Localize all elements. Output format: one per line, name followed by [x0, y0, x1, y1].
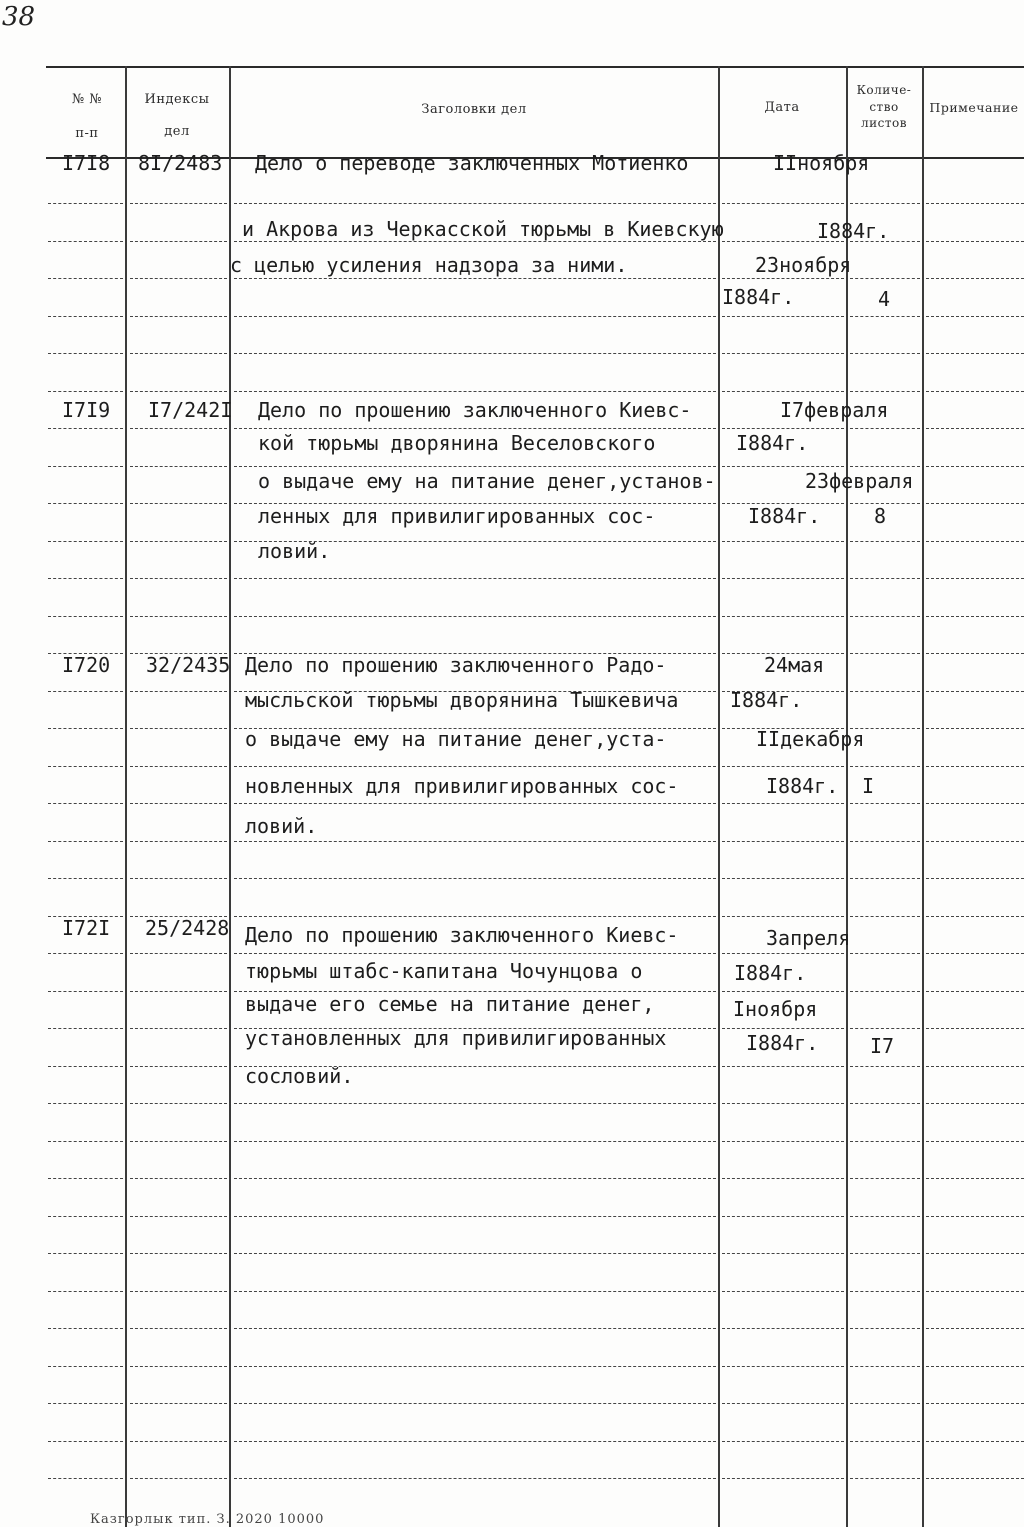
ruled-line [130, 278, 227, 279]
entry-title-line: тюрьмы штабс-капитана Чочунцова о [245, 959, 643, 983]
ruled-line [850, 1328, 920, 1329]
ruled-line [722, 466, 844, 467]
entry-sheets: 8 [874, 504, 887, 528]
ruled-line [234, 316, 716, 317]
header-sheets-sub2: листов [861, 116, 907, 130]
ruled-line [926, 953, 1024, 954]
ruled-line [234, 466, 716, 467]
ruled-line [926, 278, 1024, 279]
entry-title-line: Дело по прошению заключенного Радо- [245, 653, 667, 677]
ruled-line [234, 916, 716, 917]
ruled-line [130, 578, 227, 579]
ruled-line [48, 691, 123, 692]
ruled-line [48, 466, 123, 467]
ruled-line [850, 766, 920, 767]
ruled-line [926, 203, 1024, 204]
ruled-line [850, 803, 920, 804]
ruled-line [130, 466, 227, 467]
ruled-line [48, 1178, 123, 1179]
entry-number: I7I9 [62, 398, 111, 422]
ruled-line [722, 541, 844, 542]
ruled-line [850, 1141, 920, 1142]
ruled-line [130, 391, 227, 392]
ruled-line [850, 953, 920, 954]
ruled-line [48, 203, 123, 204]
entry-title-line: ловий. [245, 814, 318, 838]
ruled-line [926, 653, 1024, 654]
ruled-line [48, 616, 123, 617]
entry-title-line: о выдаче ему на питание денег,установ- [258, 469, 716, 493]
ruled-line [850, 353, 920, 354]
ruled-line [234, 1253, 716, 1254]
ruled-line [926, 391, 1024, 392]
ruled-line [234, 616, 716, 617]
ruled-line [722, 1066, 844, 1067]
ruled-line [48, 1328, 123, 1329]
entry-date-line: 3апреля [766, 926, 851, 950]
ruled-line [850, 1478, 920, 1479]
ruled-line [722, 1403, 844, 1404]
ruled-line [850, 466, 920, 467]
ruled-line [850, 653, 920, 654]
ruled-line [48, 353, 123, 354]
entry-sheets: I7 [870, 1034, 895, 1058]
ruled-line [850, 1178, 920, 1179]
ruled-line [722, 803, 844, 804]
ruled-line [130, 1066, 227, 1067]
ruled-line [926, 1366, 1024, 1367]
entry-title-line: Дело по прошению заключенного Киевс- [245, 923, 679, 947]
ruled-line [926, 1328, 1024, 1329]
ruled-line [850, 1403, 920, 1404]
ruled-line [926, 353, 1024, 354]
entry-date-line: I884г. [722, 285, 795, 309]
ruled-line [48, 766, 123, 767]
ruled-line [130, 766, 227, 767]
ruled-line [130, 1103, 227, 1104]
ruled-line [48, 841, 123, 842]
ruled-line [926, 1216, 1024, 1217]
entry-title-line: выдаче его семье на питание денег, [245, 992, 655, 1016]
ruled-line [48, 1028, 123, 1029]
ruled-line [850, 1216, 920, 1217]
ruled-line [722, 1366, 844, 1367]
ruled-line [48, 1066, 123, 1067]
ruled-line [48, 728, 123, 729]
ruled-line [130, 1366, 227, 1367]
ruled-line [926, 1403, 1024, 1404]
ruled-line [850, 1253, 920, 1254]
ruled-line [722, 391, 844, 392]
ruled-line [722, 316, 844, 317]
entry-index: 8I/2483 [138, 151, 223, 175]
ruled-line [234, 1328, 716, 1329]
column-divider [922, 66, 924, 1527]
ruled-line [130, 1478, 227, 1479]
column-divider [229, 66, 231, 1527]
column-divider [718, 66, 720, 1527]
ruled-line [48, 953, 123, 954]
ruled-line [850, 428, 920, 429]
ruled-line [850, 916, 920, 917]
ruled-line [130, 1291, 227, 1292]
ruled-line [926, 1141, 1024, 1142]
header-number: № № [71, 92, 103, 107]
ruled-line [926, 1291, 1024, 1292]
ruled-line [850, 1103, 920, 1104]
ruled-line [130, 1403, 227, 1404]
entry-title-line: установленных для привилигированных [245, 1026, 667, 1050]
ruled-line [926, 803, 1024, 804]
ruled-line [48, 1366, 123, 1367]
ruled-line [234, 353, 716, 354]
ruled-line [48, 428, 123, 429]
entry-number: I720 [62, 653, 111, 677]
ruled-line [926, 766, 1024, 767]
ruled-line [926, 1028, 1024, 1029]
ruled-line [130, 1216, 227, 1217]
ruled-line [850, 991, 920, 992]
ruled-line [850, 578, 920, 579]
entry-title-line: Дело по прошению заключенного Киевс- [258, 398, 692, 422]
ruled-line [48, 1403, 123, 1404]
ruled-line [722, 203, 844, 204]
ruled-line [722, 1028, 844, 1029]
ruled-line [926, 841, 1024, 842]
ruled-line [234, 391, 716, 392]
entry-date-line: I7февраля [780, 398, 889, 422]
ruled-line [234, 241, 716, 242]
entry-title-line: новленных для привилигированных сос- [245, 774, 679, 798]
page-number: 38 [2, 2, 36, 32]
ruled-line [722, 1328, 844, 1329]
ruled-line [48, 391, 123, 392]
ruled-line [234, 766, 716, 767]
entry-title-line: мысльской тюрьмы дворянина Тышкевича [245, 688, 679, 712]
ruled-line [722, 766, 844, 767]
ruled-line [850, 691, 920, 692]
ruled-line [926, 1066, 1024, 1067]
entry-date-line: I884г. [734, 961, 807, 985]
ruled-line [722, 1291, 844, 1292]
entry-date-line: 23февраля [805, 469, 914, 493]
entry-title-line: с целью усиления надзора за ними. [230, 253, 628, 277]
ruled-line [926, 1178, 1024, 1179]
ruled-line [926, 728, 1024, 729]
ruled-line [48, 241, 123, 242]
ruled-line [926, 916, 1024, 917]
ruled-line [722, 353, 844, 354]
printer-imprint: Казгорлык тип. З. 2020 10000 [90, 1512, 325, 1527]
ruled-line [850, 1066, 920, 1067]
ruled-line [850, 541, 920, 542]
ruled-line [48, 1103, 123, 1104]
entry-title-line: ленных для привилигированных сос- [258, 504, 656, 528]
ruled-line [722, 841, 844, 842]
ruled-line [926, 691, 1024, 692]
ruled-line [234, 203, 716, 204]
ruled-line [130, 616, 227, 617]
ruled-line [130, 1253, 227, 1254]
entry-title-line: сословий. [245, 1064, 354, 1088]
column-divider [846, 66, 848, 1527]
ruled-line [234, 1216, 716, 1217]
ruled-line [722, 1253, 844, 1254]
entry-date-line: I884г. [730, 688, 803, 712]
ruled-line [926, 616, 1024, 617]
ruled-line [130, 541, 227, 542]
ruled-line [926, 316, 1024, 317]
entry-title-line: кой тюрьмы дворянина Веселовского [258, 431, 656, 455]
header-number-sub: п-п [75, 126, 99, 141]
entry-date-line: I884г. [817, 219, 890, 243]
ruled-line [234, 953, 716, 954]
ruled-line [926, 541, 1024, 542]
ruled-line [48, 316, 123, 317]
ruled-line [850, 878, 920, 879]
header-note: Примечание [929, 100, 1019, 115]
table-top-rule [46, 66, 1024, 68]
ruled-line [850, 316, 920, 317]
ruled-line [722, 1478, 844, 1479]
ruled-line [48, 1141, 123, 1142]
ruled-line [926, 991, 1024, 992]
ruled-line [130, 878, 227, 879]
column-divider [125, 66, 127, 1527]
ruled-line [130, 953, 227, 954]
ruled-line [234, 1478, 716, 1479]
ruled-line [926, 503, 1024, 504]
header-sheets-sub: ство [869, 100, 899, 114]
header-sheets: Количе- [856, 83, 912, 97]
ruled-line [234, 1291, 716, 1292]
entry-date-line: 23ноября [755, 253, 852, 277]
ruled-line [850, 841, 920, 842]
ruled-line [926, 466, 1024, 467]
ruled-line [48, 1478, 123, 1479]
ruled-line [234, 1141, 716, 1142]
entry-date-line: 24мая [764, 653, 825, 677]
ruled-line [130, 428, 227, 429]
entry-sheets: 4 [878, 287, 891, 311]
entry-date-line: I884г. [746, 1031, 819, 1055]
ruled-line [850, 278, 920, 279]
ruled-line [48, 803, 123, 804]
ruled-line [722, 953, 844, 954]
ruled-line [234, 1403, 716, 1404]
entry-date-line: I884г. [766, 774, 839, 798]
header-title: Заголовки дел [421, 102, 527, 117]
ruled-line [850, 616, 920, 617]
entry-title-line: о выдаче ему на питание денег,уста- [245, 727, 667, 751]
ruled-line [130, 1178, 227, 1179]
ruled-line [234, 1178, 716, 1179]
ruled-line [926, 878, 1024, 879]
ruled-line [722, 1441, 844, 1442]
ruled-line [926, 1103, 1024, 1104]
ruled-line [130, 1441, 227, 1442]
ruled-line [926, 578, 1024, 579]
ruled-line [234, 278, 716, 279]
ruled-line [722, 1178, 844, 1179]
ruled-line [48, 541, 123, 542]
ruled-line [48, 503, 123, 504]
ruled-line [722, 916, 844, 917]
ruled-line [130, 1028, 227, 1029]
entry-number: I7I8 [62, 151, 111, 175]
ruled-line [722, 991, 844, 992]
ruled-line [722, 1216, 844, 1217]
entry-date-line: IIдекабря [756, 727, 865, 751]
entry-date-line: IIноября [773, 151, 870, 175]
ruled-line [48, 1291, 123, 1292]
ruled-line [926, 1478, 1024, 1479]
ruled-line [722, 428, 844, 429]
entry-number: I72I [62, 916, 111, 940]
entry-date-line: I884г. [736, 431, 809, 455]
entry-title-line: Дело о переводе заключенных Мотиенко [255, 151, 689, 175]
entry-sheets: I [862, 774, 875, 798]
ruled-line [130, 691, 227, 692]
ruled-line [234, 1103, 716, 1104]
ruled-line [234, 841, 716, 842]
ruled-line [130, 241, 227, 242]
ruled-line [48, 991, 123, 992]
ruled-line [234, 428, 716, 429]
ruled-line [722, 616, 844, 617]
ruled-line [130, 316, 227, 317]
ruled-line [850, 391, 920, 392]
ruled-line [722, 1141, 844, 1142]
ruled-line [850, 1291, 920, 1292]
ruled-line [850, 1028, 920, 1029]
ruled-line [926, 428, 1024, 429]
entry-date-line: I884г. [748, 504, 821, 528]
ruled-line [130, 353, 227, 354]
ruled-line [850, 203, 920, 204]
ruled-line [722, 578, 844, 579]
ruled-line [48, 1216, 123, 1217]
ruled-line [48, 878, 123, 879]
ruled-line [130, 728, 227, 729]
ruled-line [926, 1441, 1024, 1442]
ruled-line [48, 1253, 123, 1254]
header-index-sub: дел [164, 124, 190, 139]
entry-index: 32/2435 [146, 653, 231, 677]
entry-date-line: Iноября [733, 997, 818, 1021]
ruled-line [130, 203, 227, 204]
ruled-line [234, 1441, 716, 1442]
ruled-line [130, 1141, 227, 1142]
ruled-line [722, 278, 844, 279]
ruled-line [926, 241, 1024, 242]
ruled-line [234, 578, 716, 579]
ruled-line [722, 878, 844, 879]
ruled-line [130, 991, 227, 992]
ruled-line [234, 1366, 716, 1367]
ruled-line [130, 803, 227, 804]
ruled-line [48, 1441, 123, 1442]
ruled-line [234, 803, 716, 804]
ruled-line [926, 1253, 1024, 1254]
entry-title-line: и Акрова из Черкасской тюрьмы в Киевскую [242, 217, 724, 241]
ruled-line [722, 1103, 844, 1104]
ruled-line [130, 1328, 227, 1329]
ruled-line [850, 1366, 920, 1367]
entry-index: I7/242I [148, 398, 233, 422]
ruled-line [850, 1441, 920, 1442]
ruled-line [48, 278, 123, 279]
ruled-line [48, 578, 123, 579]
ruled-line [234, 878, 716, 879]
ruled-line [130, 841, 227, 842]
entry-index: 25/2428 [145, 916, 230, 940]
header-date: Дата [764, 100, 800, 115]
ruled-line [130, 503, 227, 504]
entry-title-line: ловий. [258, 539, 331, 563]
header-index: Индексы [144, 92, 210, 107]
